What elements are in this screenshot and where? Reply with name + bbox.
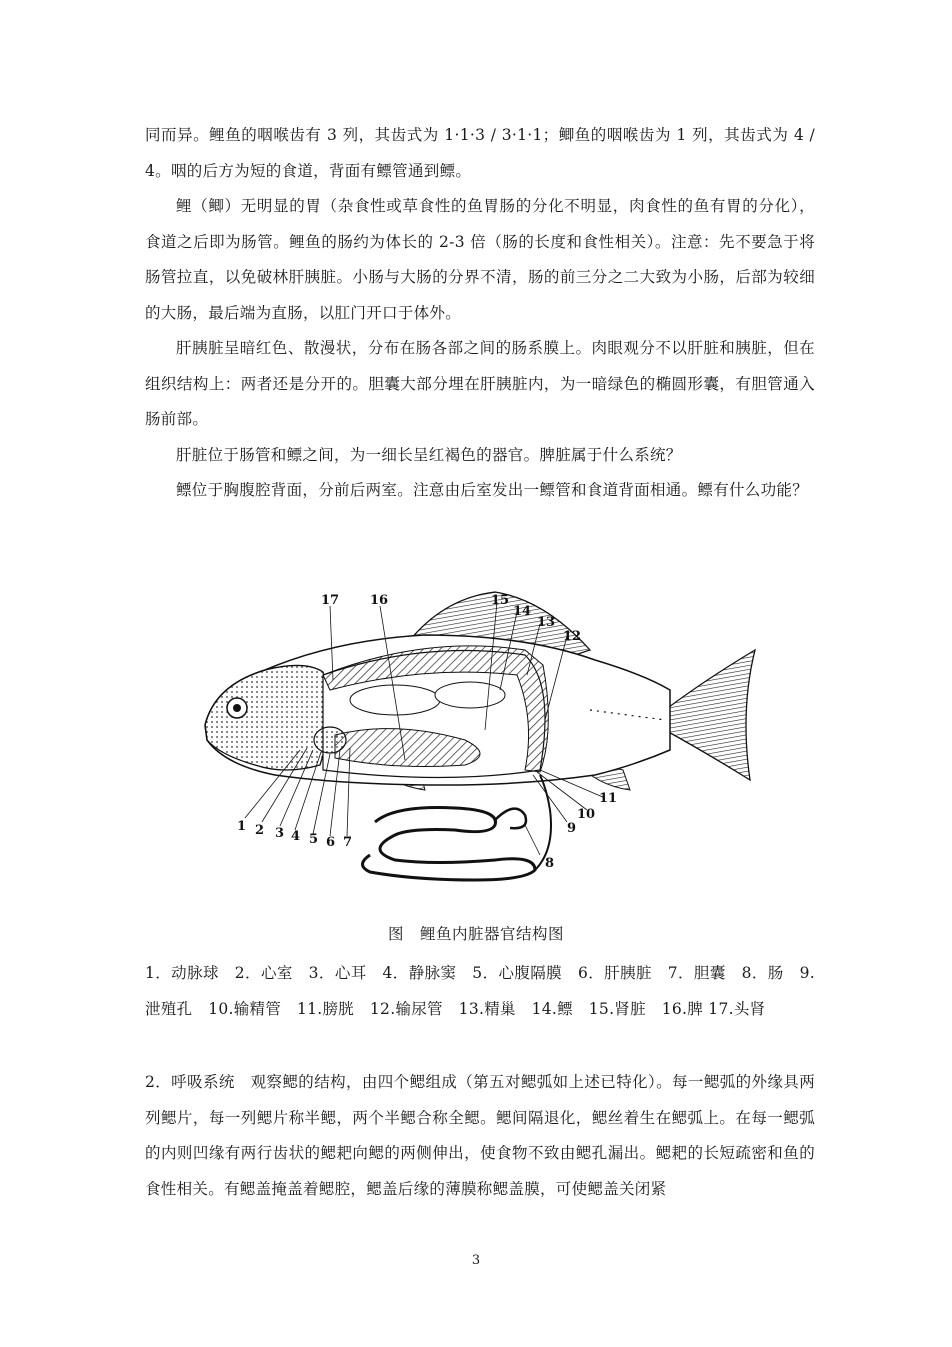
label-12: 12 (563, 629, 582, 644)
paragraph-2: 鲤（鲫）无明显的胃（杂食性或草食性的鱼胃肠的分化不明显，肉食性的鱼有胃的分化），食道之后即为肠管。鲤鱼的肠约为体长的 2-3 倍（肠的长度和食性相关）。注意：先不要急于将肠管拉直，以免破林肝胰脏。小肠与大肠的分界不清，肠的前三分之二大致为小肠，后部为较细的大肠，最后端为直肠，以肛门开口于体外。 (145, 197, 815, 322)
label-9: 9 (567, 821, 577, 836)
label-13: 13 (537, 615, 556, 630)
paragraph-4: 肝脏位于肠管和鳔之间，为一细长呈红褐色的器官。脾脏属于什么系统？ (176, 445, 682, 464)
label-2: 2 (255, 823, 265, 838)
label-7: 7 (343, 835, 353, 850)
label-3: 3 (275, 826, 285, 841)
label-6: 6 (326, 835, 336, 850)
label-14: 14 (513, 604, 532, 619)
fish-diagram (195, 580, 765, 900)
label-17: 17 (321, 593, 340, 608)
figure-caption: 图 鲤鱼内脏器官结构图 (387, 925, 564, 943)
label-4: 4 (291, 829, 301, 844)
label-16: 16 (370, 593, 389, 608)
label-10: 10 (577, 807, 596, 822)
section-respiratory (145, 1065, 815, 1207)
respiratory-paragraph: 2．呼吸系统 观察鳃的结构，由四个鳃组成（第五对鳃弧如上述已特化）。每一鳃弧的外缘具两列鳃片，每一列鳃片称半鳃，两个半鳃合称全鳃。鳃间隔退化，鳃丝着生在鳃弧上。在每一鳃弧的内则凹缘有两行齿状的鳃耙向鳃的两侧伸出，使食物不致由鳃孔漏出。鳃耙的长短疏密和鱼的食性相关。有鳃盖掩盖着鳃腔，鳃盖后缘的薄膜称鳃盖膜，可使鳃盖关闭紧 (145, 1073, 815, 1198)
paragraph-1: 同而异。鲤鱼的咽喉齿有 3 列，其齿式为 1·1·3 / 3·1·1；鲫鱼的咽喉齿为 1 列，其齿式为 4 / 4。咽的后方为短的食道，背面有鳔管通到鳔。 (145, 126, 815, 180)
label-11: 11 (599, 791, 618, 806)
label-15: 15 (491, 593, 510, 608)
caudal-fin (665, 650, 755, 780)
heart (314, 727, 346, 753)
body-text (145, 118, 815, 509)
label-8: 8 (545, 856, 555, 871)
label-5: 5 (309, 832, 319, 847)
figure-legend (145, 955, 815, 1027)
paragraph-3: 肝胰脏呈暗红色、散漫状，分布在肠各部之间的肠系膜上。肉眼观分不以肝脏和胰脏，但在组织结构上：两者还是分开的。胆囊大部分埋在肝胰脏内，为一暗绿色的椭圆形囊，有胆管通入肠前部。 (145, 339, 815, 428)
label-1: 1 (237, 819, 247, 834)
intestine (363, 808, 536, 880)
paragraph-5: 鳔位于胸腹腔背面，分前后两室。注意由后室发出一鳔管和食道背面相通。鳔有什么功能？ (176, 481, 809, 499)
carp-anatomy-figure (195, 580, 765, 900)
legend-text: 1．动脉球 2．心室 3．心耳 4．静脉窦 5．心腹隔膜 6．肝胰脏 7．胆囊 8．肠 9.泄殖孔 10.输精管 11.膀胱 12.输尿管 13.精巢 14.鳔 15.肾脏 16.脾 17.头肾 (145, 964, 815, 1018)
page-number: 3 (471, 1253, 481, 1268)
